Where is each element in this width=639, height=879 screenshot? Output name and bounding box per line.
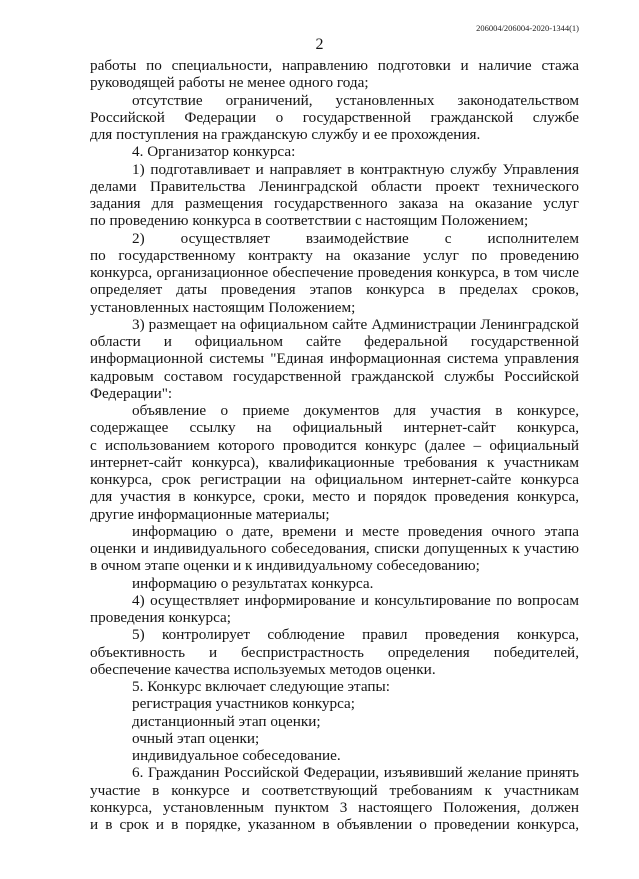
text-line: 3) размещает на официальном сайте Администрации Ленинградской (132, 315, 579, 333)
text-line: по проведению конкурса в соответствии с настоящим Положением; (90, 212, 529, 230)
text-line: делами Правительства Ленинградской области проект технического (90, 177, 579, 195)
text-line: задания для размещения государственного заказа на оказание услуг (90, 195, 579, 212)
text-line: 4) осуществляет информирование и консультирование по вопросам (132, 591, 579, 609)
text-line: области и официальном сайте федеральной государственной (90, 333, 579, 350)
text-line: конкурса, срок регистрации на официальном интернет-сайте конкурса (90, 471, 579, 488)
page-number: 2 (315, 36, 324, 53)
text-line: определяет даты проведения этапов конкурса в пределах сроков, (90, 281, 579, 299)
text-line: информационной системы "Единая информационная система управления (90, 350, 579, 368)
text-line: участие в конкурсе и соответствующий требованиям к участникам (90, 781, 579, 799)
text-line: установленных настоящим Положением; (90, 298, 356, 316)
text-line: по государственному контракту на оказание услуг по проведению (90, 246, 579, 264)
text-line: содержащее ссылку на официальный интернет-сайт конкурса, (90, 419, 579, 437)
document-body (90, 57, 579, 833)
text-line: для участия в конкурсе, сроки, место и порядок проведения конкурса, (90, 488, 579, 506)
text-line: очный этап оценки; (132, 729, 260, 747)
text-line: объективность и беспристрастность определения победителей, (90, 643, 579, 661)
text-line: информацию о дате, времени и месте проведения очного этапа (132, 522, 579, 540)
text-line: 5. Конкурс включает следующие этапы: (132, 678, 390, 695)
text-line: 2) осуществляет взаимодействие с исполнителем (132, 229, 579, 247)
text-line: в очном этапе оценки и к индивидуальному собеседованию; (90, 557, 480, 575)
text-line: объявление о приеме документов для участия в конкурсе, (132, 402, 579, 419)
text-line: 4. Организатор конкурса: (132, 143, 296, 161)
text-line: работы по специальности, направлению подготовки и наличие стажа (90, 57, 579, 74)
text-line: 1) подготавливает и направляет в контрактную службу Управления (132, 160, 579, 178)
text-line: 6. Гражданин Российской Федерации, изъявивший желание принять (132, 764, 579, 782)
text-line: для поступления на гражданскую службу и ее прохождения. (90, 126, 481, 143)
text-line: интернет-сайт конкурса), квалификационные требования к участникам (90, 453, 579, 471)
text-line: обеспечение качества используемых методов оценки. (90, 660, 436, 678)
text-line: индивидуальное собеседование. (132, 747, 341, 764)
text-line: другие информационные материалы; (90, 505, 330, 523)
document-code: 206004/206004-2020-1344(1) (476, 23, 579, 33)
text-line: конкурса, установленным пунктом 3 настоящего Положения, должен (90, 798, 579, 816)
text-line: и в срок и в порядке, указанном в объявлении о проведении конкурса, (90, 816, 579, 833)
text-line: информацию о результатах конкурса. (132, 574, 374, 592)
text-line: руководящей работы не менее одного года; (90, 74, 369, 92)
text-line: регистрация участников конкурса; (132, 695, 355, 713)
text-line: отсутствие ограничений, установленных законодательством (132, 91, 579, 109)
text-line: проведения конкурса; (90, 609, 232, 626)
text-line: дистанционный этап оценки; (132, 712, 321, 730)
text-line: Российской Федерации о государственной гражданской службе (90, 108, 579, 126)
text-line: кадровым составом государственной гражданской службы Российской (90, 367, 579, 385)
text-line: с использованием которого проводится конкурс (далее – официальный (90, 436, 579, 454)
text-line: оценки и индивидуального собеседования, списки допущенных к участию (90, 540, 579, 557)
text-line: конкурса, организационное обеспечение проведения конкурса, в том числе (90, 264, 579, 281)
text-line: Федерации": (90, 384, 173, 402)
text-line: 5) контролирует соблюдение правил проведения конкурса, (132, 626, 579, 644)
